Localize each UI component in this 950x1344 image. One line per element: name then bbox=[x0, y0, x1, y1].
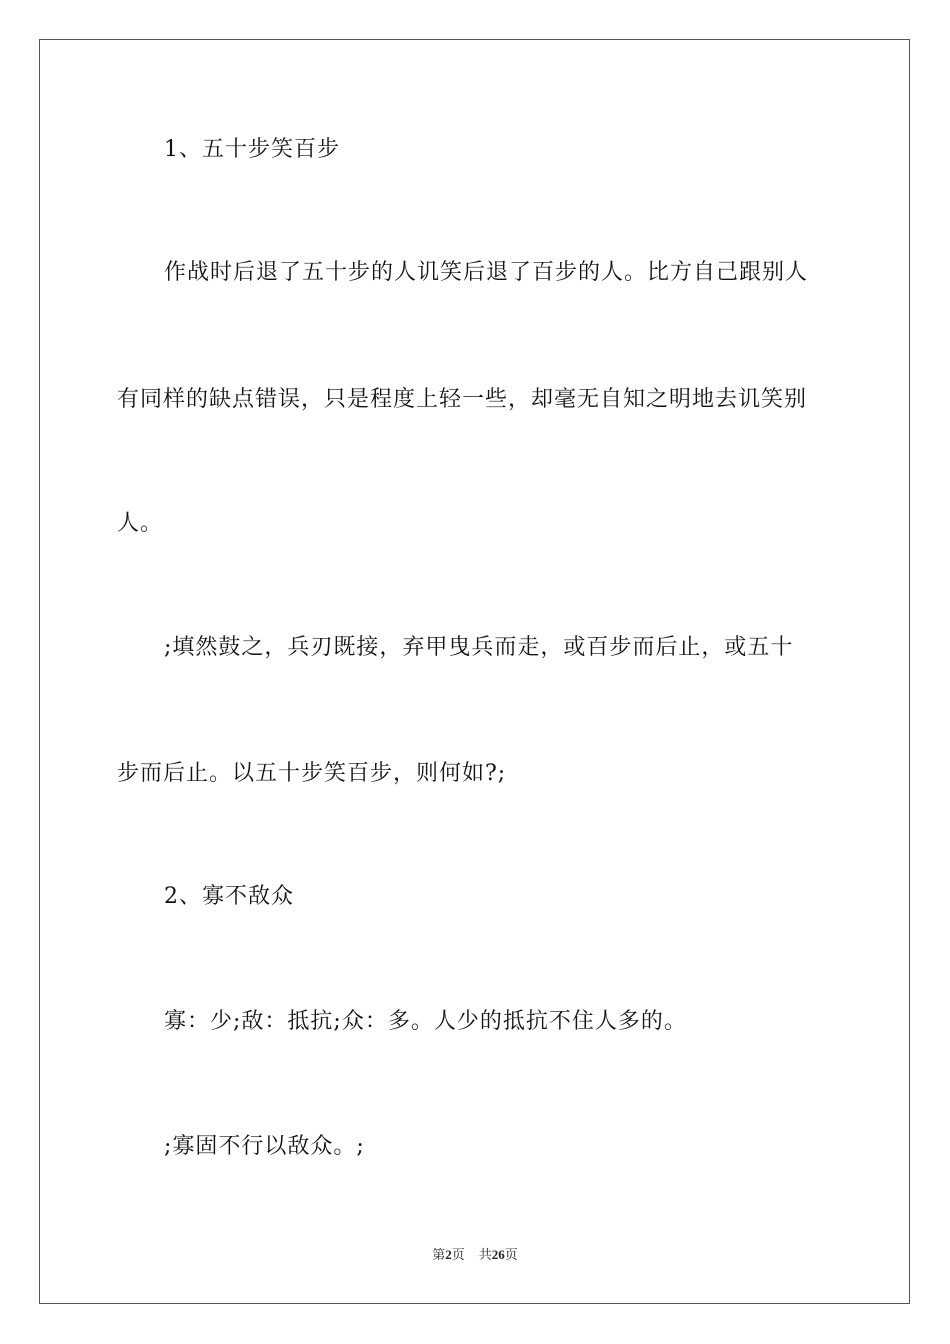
paragraph-line: 作战时后退了五十步的人讥笑后退了百步的人。比方自己跟别人 bbox=[164, 260, 809, 285]
total-suffix: 页 bbox=[504, 1248, 518, 1263]
quote-line: ;填然鼓之，兵刃既接，弃甲曳兵而走，或百步而后止，或五十 bbox=[164, 635, 794, 660]
paragraph-line: 人。 bbox=[117, 511, 164, 536]
total-prefix: 共 bbox=[478, 1248, 492, 1263]
section-heading-2: 2、寡不敌众 bbox=[164, 884, 294, 909]
current-page-number: 2 bbox=[445, 1247, 452, 1262]
page-footer bbox=[0, 1246, 950, 1265]
page-suffix: 页 bbox=[451, 1248, 465, 1263]
paragraph-line: 寡：少;敌：抵抗;众：多。人少的抵抗不住人多的。 bbox=[164, 1009, 687, 1034]
section-heading-1: 1、五十步笑百步 bbox=[164, 137, 340, 162]
page-prefix: 第 bbox=[432, 1248, 446, 1263]
quote-line: 步而后止。以五十步笑百步，则何如?; bbox=[117, 761, 507, 786]
paragraph-line: 有同样的缺点错误，只是程度上轻一些，却毫无自知之明地去讥笑别 bbox=[117, 387, 808, 412]
page-border bbox=[39, 39, 910, 1304]
total-pages-number: 26 bbox=[491, 1247, 505, 1262]
quote-line: ;寡固不行以敌众。; bbox=[164, 1134, 365, 1159]
